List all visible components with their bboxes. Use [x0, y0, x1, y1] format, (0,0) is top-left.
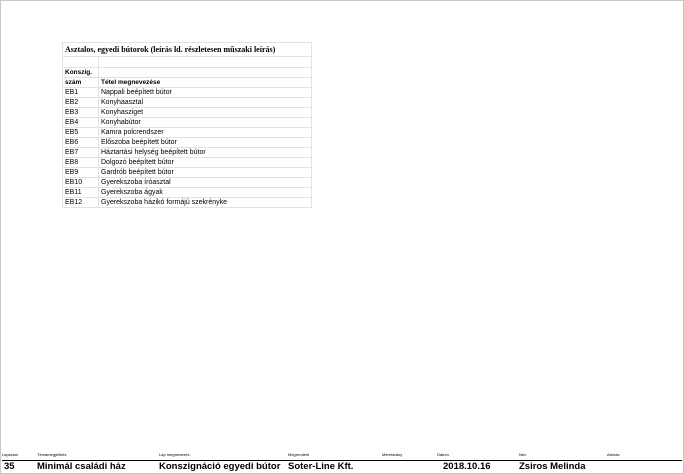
header-code-line1: Konszig.: [63, 68, 99, 78]
scale-cell: [382, 452, 402, 461]
item-code: EB4: [63, 118, 99, 128]
item-code: EB1: [63, 88, 99, 98]
spacer-row: [63, 57, 312, 68]
table-title: Asztalos, egyedi bútorok (leírás ld. részletesen műszaki leírás): [63, 43, 312, 57]
subject-value: Minimál családi ház: [37, 461, 126, 472]
header-row-1: [63, 68, 312, 78]
table-row: [63, 178, 312, 188]
scale-label: Méretarány: [382, 452, 403, 457]
signature-label: Aláírás: [607, 452, 620, 457]
consignation-table: [62, 42, 312, 208]
sheet-name-label: Lap megnevezés: [159, 452, 190, 457]
item-name: Háztartási helység beépített bútor: [99, 148, 312, 158]
item-name: Gyerekszoba házikó formájú szekrényke: [99, 198, 312, 208]
title-block: [2, 452, 682, 472]
table-row: [63, 158, 312, 168]
item-name: Kamra polcrendszer: [99, 128, 312, 138]
header-code-line2: szám: [63, 78, 99, 88]
subject-cell: [37, 452, 126, 472]
item-name: Nappali beépített bútor: [99, 88, 312, 98]
date-cell: [437, 452, 491, 472]
table-row: [63, 198, 312, 208]
client-label: Megrendelő: [288, 452, 310, 457]
item-code: EB11: [63, 188, 99, 198]
item-code: EB2: [63, 98, 99, 108]
sheet-name-cell: [159, 452, 280, 472]
table-title-row: [63, 43, 312, 57]
sheet-name-value: Konszignáció egyedi bútor: [159, 461, 281, 472]
table-row: [63, 128, 312, 138]
page-number-cell: [2, 452, 18, 472]
item-name: Előszoba beépített bútor: [99, 138, 312, 148]
client-cell: [288, 452, 353, 472]
table-row: [63, 88, 312, 98]
subject-label: Témamegjelölés: [37, 452, 67, 457]
signature-cell: [607, 452, 619, 461]
table-row: [63, 118, 312, 128]
item-code: EB12: [63, 198, 99, 208]
item-code: EB3: [63, 108, 99, 118]
name-cell: [519, 452, 586, 472]
item-name: Gyerekszoba ágyak: [99, 188, 312, 198]
name-value: Zsiros Melinda: [519, 461, 586, 472]
header-row-2: [63, 78, 312, 88]
table-row: [63, 138, 312, 148]
page-number-label: Lapszám: [2, 452, 19, 457]
table-row: [63, 108, 312, 118]
table-row: [63, 98, 312, 108]
item-code: EB5: [63, 128, 99, 138]
page-number-value: 35: [4, 461, 15, 472]
name-label: Név: [519, 452, 527, 457]
table-row: [63, 148, 312, 158]
item-code: EB10: [63, 178, 99, 188]
item-name: Gardrób beépített bútor: [99, 168, 312, 178]
item-name: Dolgozó beépített bútor: [99, 158, 312, 168]
item-code: EB8: [63, 158, 99, 168]
table-row: [63, 168, 312, 178]
item-code: EB6: [63, 138, 99, 148]
item-name: Konyhabútor: [99, 118, 312, 128]
item-code: EB7: [63, 148, 99, 158]
date-value: 2018.10.16: [443, 461, 491, 472]
table-row: [63, 188, 312, 198]
client-value: Soter-Line Kft.: [288, 461, 354, 472]
header-name: Tétel megnevezése: [99, 78, 312, 88]
item-name: Konyhaasztal: [99, 98, 312, 108]
item-name: Konyhasziget: [99, 108, 312, 118]
date-label: Dátum: [437, 452, 449, 457]
item-code: EB9: [63, 168, 99, 178]
item-name: Gyerekszoba íróasztal: [99, 178, 312, 188]
